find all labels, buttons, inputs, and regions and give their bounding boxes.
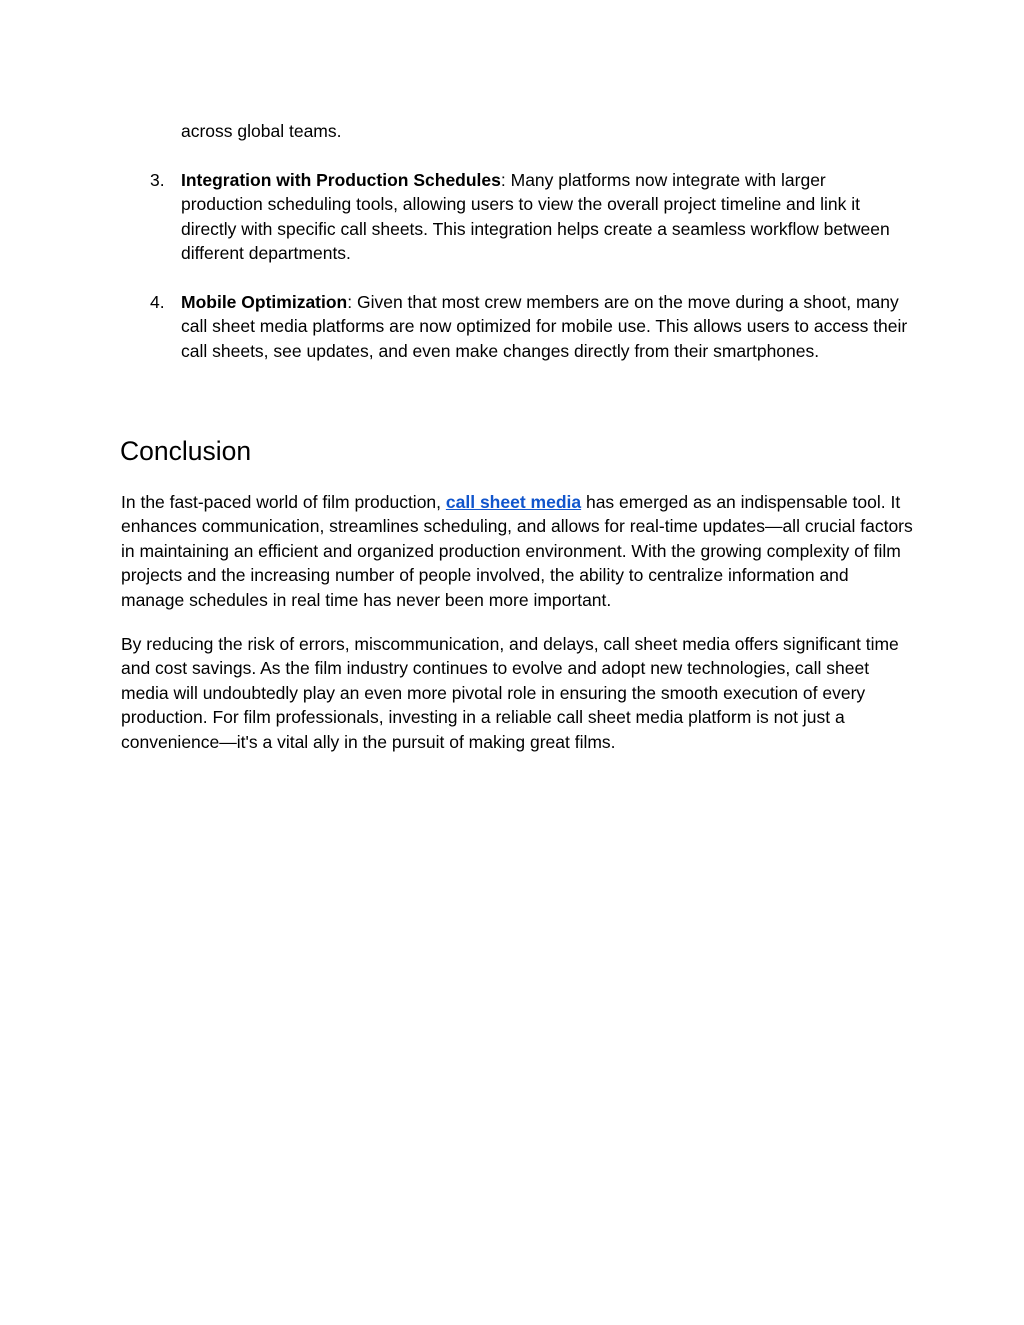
- list-item-body-4: : Given that most crew members are on the move during a shoot, many call sheet media platforms are now optimized for mobile use. This allows users to access their call sheets, see updates, and even make changes directly from their smartphones.: [181, 292, 908, 361]
- list-item-title-4: Mobile Optimization: [181, 292, 348, 312]
- conclusion-paragraph-1: [121, 490, 916, 612]
- list-number-3: 3.: [150, 170, 165, 190]
- paragraph-text: In the fast-paced world of film production,: [121, 492, 446, 512]
- conclusion-paragraph-2: By reducing the risk of errors, miscommunication, and delays, call sheet media offers significant time and cost savings. As the film industry continues to evolve and adopt new technologies, call sheet media will undoubtedly play an even more pivotal role in ensuring the smooth execution of every production. For film professionals, investing in a reliable call sheet media platform is not just a convenience—it's a vital ally in the pursuit of making great films.: [121, 634, 899, 752]
- list-item-body-3: : Many platforms now integrate with larger production scheduling tools, allowing users to view the overall project timeline and link it directly with specific call sheets. This integration helps create a seamless workflow between different departments.: [181, 170, 890, 264]
- list-item-mobile: [121, 290, 911, 363]
- list-continuation-text: across global teams.: [181, 121, 342, 141]
- numbered-list-item-4: [121, 290, 911, 363]
- call-sheet-media-link[interactable]: call sheet media: [445, 492, 582, 512]
- list-item-integration-wrapper: [121, 168, 911, 266]
- list-number-4: 4.: [150, 292, 165, 312]
- paragraph-text: has emerged as an indispensable tool. It enhances communication, streamlines scheduling, and allows for real-time updates—all crucial factors in maintaining an efficient and organized production environment. With the growing complexity of film projects and the increasing number of people involved, the ability to centralize information and manage schedules in real time has never been more important.: [121, 492, 913, 610]
- list-item-title-3: Integration with Production Schedules: [181, 170, 501, 190]
- numbered-list-item-3: [121, 168, 911, 266]
- conclusion-heading: Conclusion: [120, 436, 252, 466]
